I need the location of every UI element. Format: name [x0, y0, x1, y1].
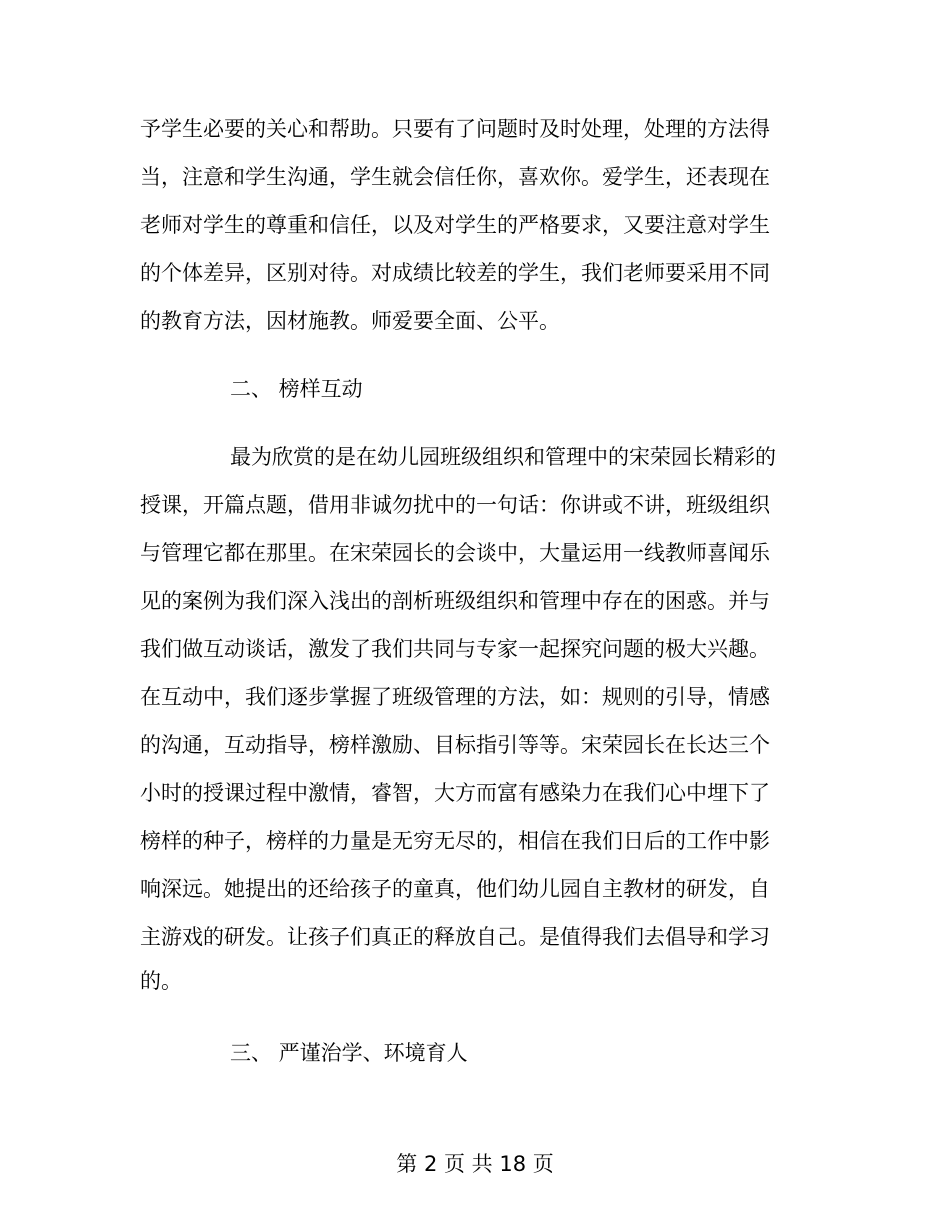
paragraph-line: 主游戏的研发。让孩子们真正的释放自己。是值得我们去倡导和学习: [140, 925, 770, 949]
paragraph-line: 小时的授课过程中激情，睿智，大方而富有感染力在我们心中埋下了: [140, 781, 770, 805]
paragraph-line: 的。: [140, 969, 182, 993]
paragraph-line: 的沟通，互动指导，榜样激励、目标指引等等。宋荣园长在长达三个: [140, 733, 770, 757]
paragraph-line: 授课，开篇点题，借用非诚勿扰中的一句话：你讲或不讲，班级组织: [140, 493, 770, 517]
paragraph-line: 最为欣赏的是在幼儿园班级组织和管理中的宋荣园长精彩的: [230, 445, 776, 469]
paragraph-line: 老师对学生的尊重和信任，以及对学生的严格要求，又要注意对学生: [140, 213, 770, 237]
paragraph-line: 榜样的种子，榜样的力量是无穷无尽的，相信在我们日后的工作中影: [140, 829, 770, 853]
paragraph-line: 当，注意和学生沟通，学生就会信任你，喜欢你。爱学生，还表现在: [140, 165, 770, 189]
paragraph-line: 响深远。她提出的还给孩子的童真，他们幼儿园自主教材的研发，自: [140, 877, 770, 901]
section-heading-3: 三、 严谨治学、环境育人: [230, 1041, 468, 1065]
paragraph-line: 见的案例为我们深入浅出的剖析班级组织和管理中存在的困惑。并与: [140, 589, 770, 613]
paragraph-line: 我们做互动谈话，激发了我们共同与专家一起探究问题的极大兴趣。: [140, 637, 770, 661]
paragraph-line: 的教育方法，因材施教。师爱要全面、公平。: [140, 309, 560, 333]
paragraph-line: 的个体差异，区别对待。对成绩比较差的学生，我们老师要采用不同: [140, 261, 770, 285]
paragraph-line: 在互动中，我们逐步掌握了班级管理的方法，如：规则的引导，情感: [140, 685, 770, 709]
section-heading-2: 二、 榜样互动: [230, 377, 363, 401]
paragraph-line: 予学生必要的关心和帮助。只要有了问题时及时处理，处理的方法得: [140, 117, 770, 141]
page-number-footer: 第 2 页 共 18 页: [396, 1152, 554, 1176]
paragraph-line: 与管理它都在那里。在宋荣园长的会谈中，大量运用一线教师喜闻乐: [140, 541, 770, 565]
